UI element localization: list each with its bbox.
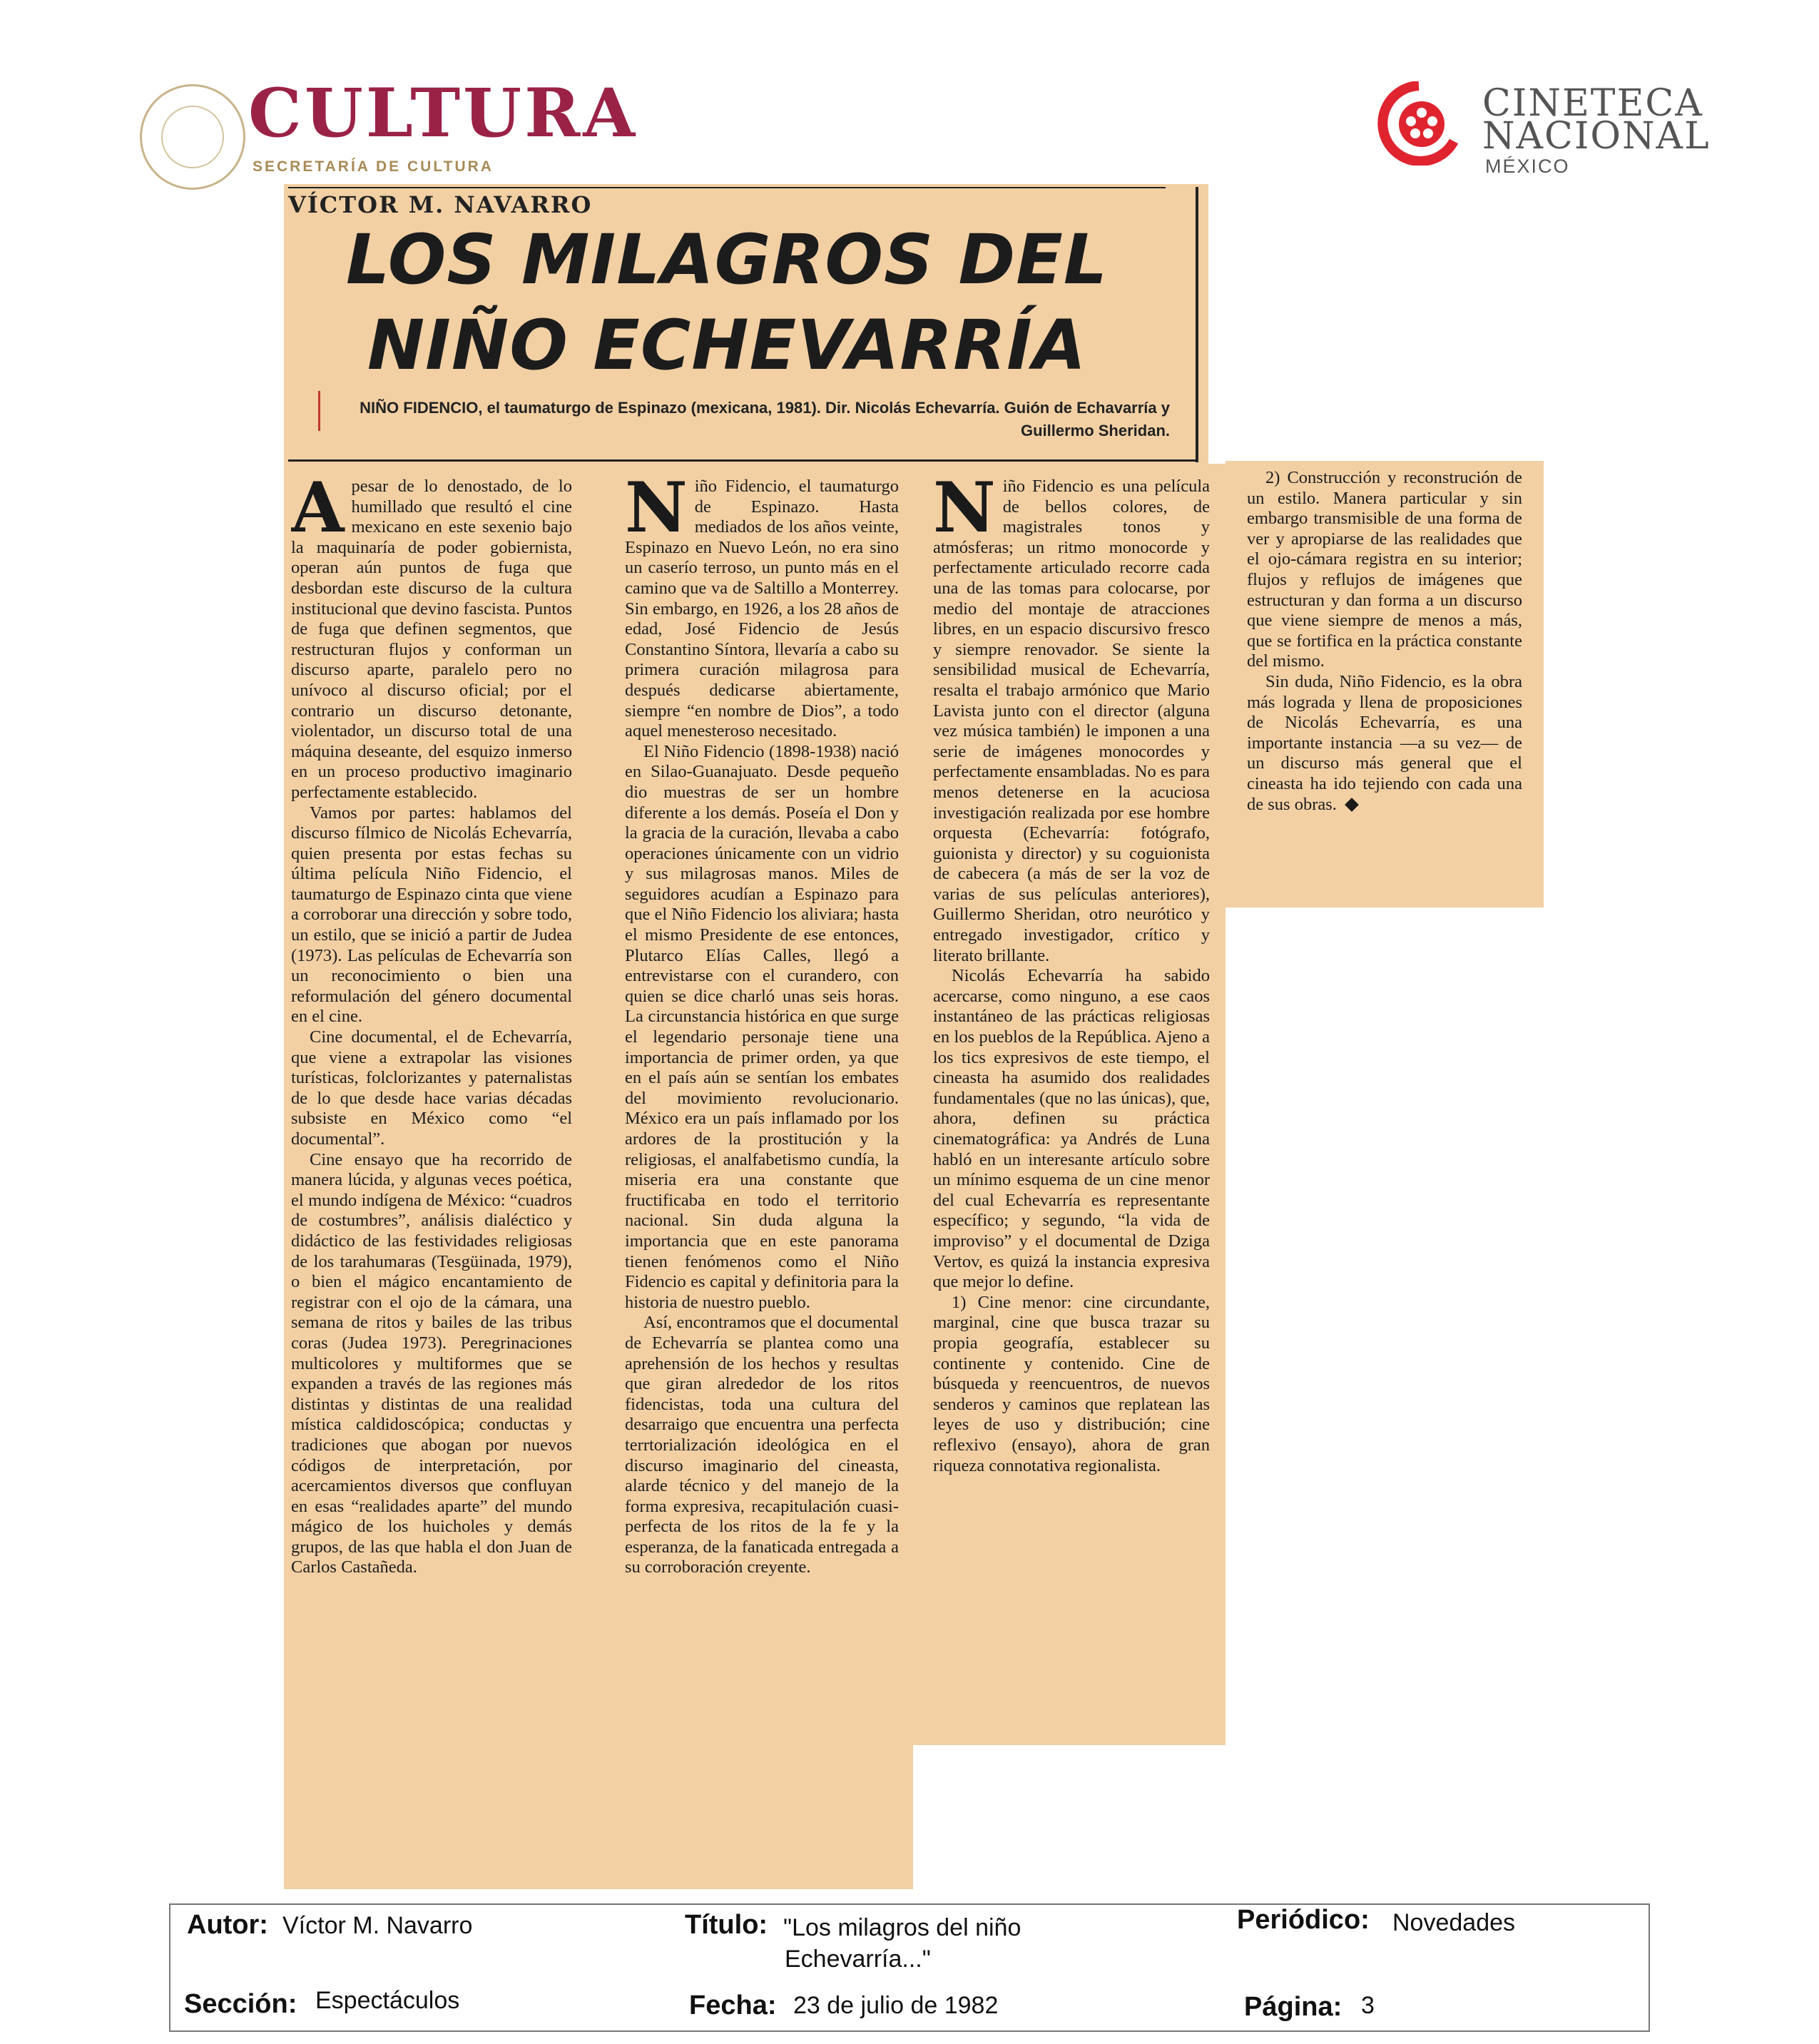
headline-border-right: [1196, 187, 1198, 462]
cultura-logo-subtitle: SECRETARÍA DE CULTURA: [253, 158, 494, 175]
paragraph: Cine ensayo que ha recorrido de manera lúcida, y algunas veces poética, el mundo indígena de México: “cuadros de costumbres”, análisis dialéctico y didáctico de las festividades religiosas de los tarahumaras (Tesgüinada, 1979), o bien el mágico encantamiento de registrar con el ojo de la cámara, una semana de ritos y bailes de las tribus coras (Judea 1973). Peregrinaciones multicolores y multiformes que se expanden a través de las regiones más distintas y distintas de una realidad mística caldidoscópica; conductas y tradiciones que abogan por nuevos códigos de interpretación, por acercamientos diversos que confluyan en esas “realidades aparte” del mundo mágico de los huicholes y demás grupos, de las que habla el don Juan de Carlos Castañeda.: [291, 1149, 572, 1577]
paragraph: Vamos por partes: hablamos del discurso fílmico de Nicolás Echevarría, quien presenta por estas fechas su última película Niño Fidencio, el taumaturgo de Espinazo cinta que viene a corroborar una dirección y sobre todo, un estilo, que se inició a partir de Judea (1973). Las películas de Echevarría son un reconocimiento o bien una reformulación del género documental en el cine.: [291, 803, 572, 1027]
pagina-value: 3: [1361, 1992, 1375, 2019]
paragraph: Cine documental, el de Echevarría, que viene a extrapolar las visiones turísticas, folclorizantes y paternalistas de lo que desde hace varias décadas subsiste en México como “el documental”.: [291, 1027, 572, 1149]
film-credits: NIÑO FIDENCIO, el taumaturgo de Espinazo (mexicana, 1981). Dir. Nicolás Echevarría. Guión de Echavarría y Guillermo Sheridan.: [360, 399, 1170, 439]
periodico-label: Periódico:: [1237, 1905, 1370, 1935]
paragraph: El Niño Fidencio (1898-1938) nació en Silao-Guanajuato. Desde pequeño dio muestras de ser un hombre diferente a los demás. Poseía el Don y la gracia de la curación, llevaba a cabo operaciones únicamente con un vidrio y sus milagrosas manos. Miles de seguidores acudían a Espinazo para que el Niño Fidencio los aliviara; hasta el mismo Presidente de ese entonces, Plutarco Elías Calles, llegó a entrevistarse con el curandero, con quien se dice charló unas seis horas. La circunstancia histórica en que surge el legendario personaje tiene una importancia de primer orden, ya que en el país aún se sentían los embates del movimiento revolucionario. México era un país inflamado por los ardores de la prostitución y la religiosas, el analfabetismo cundía, la miseria era una constante que fructificaba en todo el territorio nacional. Sin duda alguna la importancia que en este panorama tienen fenómenos como el Niño Fidencio es capital y definitoria para la historia de nuestro pueblo.: [625, 741, 899, 1312]
dropcap-a: A: [291, 477, 345, 548]
paragraph: 2) Construcción y reconstrución de un estilo. Manera particular y sin embargo transmisible de una forma de ver y apropiarse de las realidades que el ojo-cámara registra en su interior; flujos y reflujos de imágenes que estructuran y dan forma a un discurso que viene siempre de menos a más, que se fortifica en la práctica constante del mismo.: [1247, 468, 1522, 671]
cineteca-line1: CINETECA: [1482, 82, 1703, 125]
seccion-value: Espectáculos: [315, 1987, 460, 2014]
article-byline: VÍCTOR M. NAVARRO: [288, 191, 593, 218]
seccion-label: Sección:: [184, 1989, 297, 2019]
dropcap-n: N: [933, 477, 996, 548]
cineteca-reel-icon: [1377, 81, 1461, 166]
periodico-value: Novedades: [1392, 1909, 1516, 1936]
end-mark-icon: [1345, 798, 1359, 812]
article-headline: [288, 217, 1166, 388]
article-column-4: [1247, 468, 1522, 905]
fecha-label: Fecha:: [689, 1990, 777, 2020]
paragraph: pesar de lo denostado, de lo humillado que resultó el cine mexicano en este sexenio bajo la maquinaría de poder gobiernista, operan aún puntos de fuga que desbordan este discurso de la cultura institucional que devino fascista. Puntos de fuga que definen segmentos, que restructuran flujos y conforman un discurso aparte, paralelo pero no unívoco al discurso oficial; por el contrario un discurso detonante, violentador, un discurso total de una máquina deseante, del esquizo inmerso en un proceso productivo imaginario perfectamente establecido.: [291, 477, 572, 802]
headline-top-rule: [288, 187, 1166, 188]
titulo-value: [783, 1912, 1021, 1975]
cineteca-country: MÉXICO: [1485, 156, 1570, 177]
red-pen-mark: [318, 391, 320, 431]
closing-paragraph-text: Sin duda, Niño Fidencio, es la obra más lograda y llena de proposiciones de Nicolás Echevarría, es una importante instancia —a su vez— de un discurso más general que el cineasta ha ido tejiendo con cada una de sus obras.: [1247, 671, 1522, 814]
headline-line-1: LOS MILAGROS DEL: [346, 220, 1108, 300]
article-column-1: [291, 477, 572, 1886]
seal-inner-ring: [161, 106, 224, 168]
paragraph: iño Fidencio es una película de bellos colores, de magistrales tonos y atmósferas; un ritmo monocorde y perfectamente articulado recorre cada una de las tomas para colocarse, por medio del montaje de atracciones libres, en un espacio discursivo fresco y siempre renovador. Se siente la sensibilidad musical de Echevarría, resalta el trabajo armónico que Mario Lavista junto con el director (alguna vez música también) le imponen a una serie de imágenes monocordes y perfectamente ensambladas. No es para menos detenerse en la acuciosa investigación realizada por ese hombre orquesta (Echevarría: fotógrafo, guionista y director) y su coguionista de cabecera (a más de ser la voz de varias de sus películas anteriores), Guillermo Sheridan, otro neurótico y entregado investigador, crítico y literato brillante.: [933, 477, 1210, 965]
headline-border-bottom: [288, 459, 1198, 462]
titulo-value-line1: "Los milagros del niño: [783, 1914, 1021, 1941]
paragraph: iño Fidencio, el taumaturgo de Espinazo. Hasta mediados de los años veinte, Espinazo en Nuevo León, no era sino un caserío terroso, un punto más en el camino que va de Saltillo a Monterrey. Sin embargo, en 1926, a los 28 años de edad, José Fidencio de Jesús Constantino Síntora, llevaría a cabo su primera curación milagrosa para después dedicarse abiertamente, siempre “en nombre de Dios”, a todo aquel menesteroso necesitado.: [625, 477, 899, 741]
cineteca-line2: NACIONAL: [1482, 115, 1711, 158]
autor-value: Víctor M. Navarro: [282, 1912, 473, 1939]
paragraph: [1247, 672, 1522, 815]
paragraph: Nicolás Echevarría ha sabido acercarse, como ninguno, a ese caos instantáneo de las prácticas religiosas en los pueblos de la República. Ajeno a los tics expresivos de este tiempo, el cineasta ha asumido dos realidades fundamentales (que no las únicas), que, ahora, definen su práctica cinematográfica: ya Andrés de Luna habló en un interesante artículo sobre un mínimo esquema de un cine menor del cual Echevarría es representante específico; y segundo, “la vida de improviso” y el documental de Dziga Vertov, es quizá la instancia expresiva que mejor lo define.: [933, 966, 1210, 1292]
titulo-value-line2: Echevarría...": [785, 1946, 931, 1973]
cineteca-logo-title: [1482, 82, 1711, 158]
autor-label: Autor:: [187, 1910, 268, 1940]
paragraph: Así, encontramos que el documental de Echevarría se plantea como una aprehensión de los hechos y resultas que giran alrededor de los ritos fidencistas, toda una cultura del desarraigo que encuentra una perfecta terrtorialización ideológica en el discurso imaginario del cineasta, alarde técnico y del manejo de la forma expresiva, recapitulación cuasi-perfecta de los ritos de la fe y la esperanza, de la fanaticada entregada a su corroboración creyente.: [625, 1313, 899, 1577]
paragraph: 1) Cine menor: cine circundante, marginal, cine que busca trazar su propia geografía, establecer su continente y contenido. Cine de búsqueda y reencuentros, de nuevos senderos y caminos que replatean las leyes de uso y distribución; cine reflexivo (ensayo), ahora de gran riqueza connotativa regionalista.: [933, 1292, 1210, 1475]
dropcap-n: N: [625, 477, 688, 548]
article-column-3: [933, 477, 1210, 1738]
cultura-logo-title: CULTURA: [248, 74, 638, 153]
pagina-label: Página:: [1244, 1992, 1342, 2022]
headline-line-2: NIÑO ECHEVARRÍA: [367, 305, 1087, 385]
fecha-value: 23 de julio de 1982: [793, 1992, 999, 2019]
article-column-2: [625, 477, 899, 1868]
titulo-label: Título:: [685, 1910, 768, 1940]
